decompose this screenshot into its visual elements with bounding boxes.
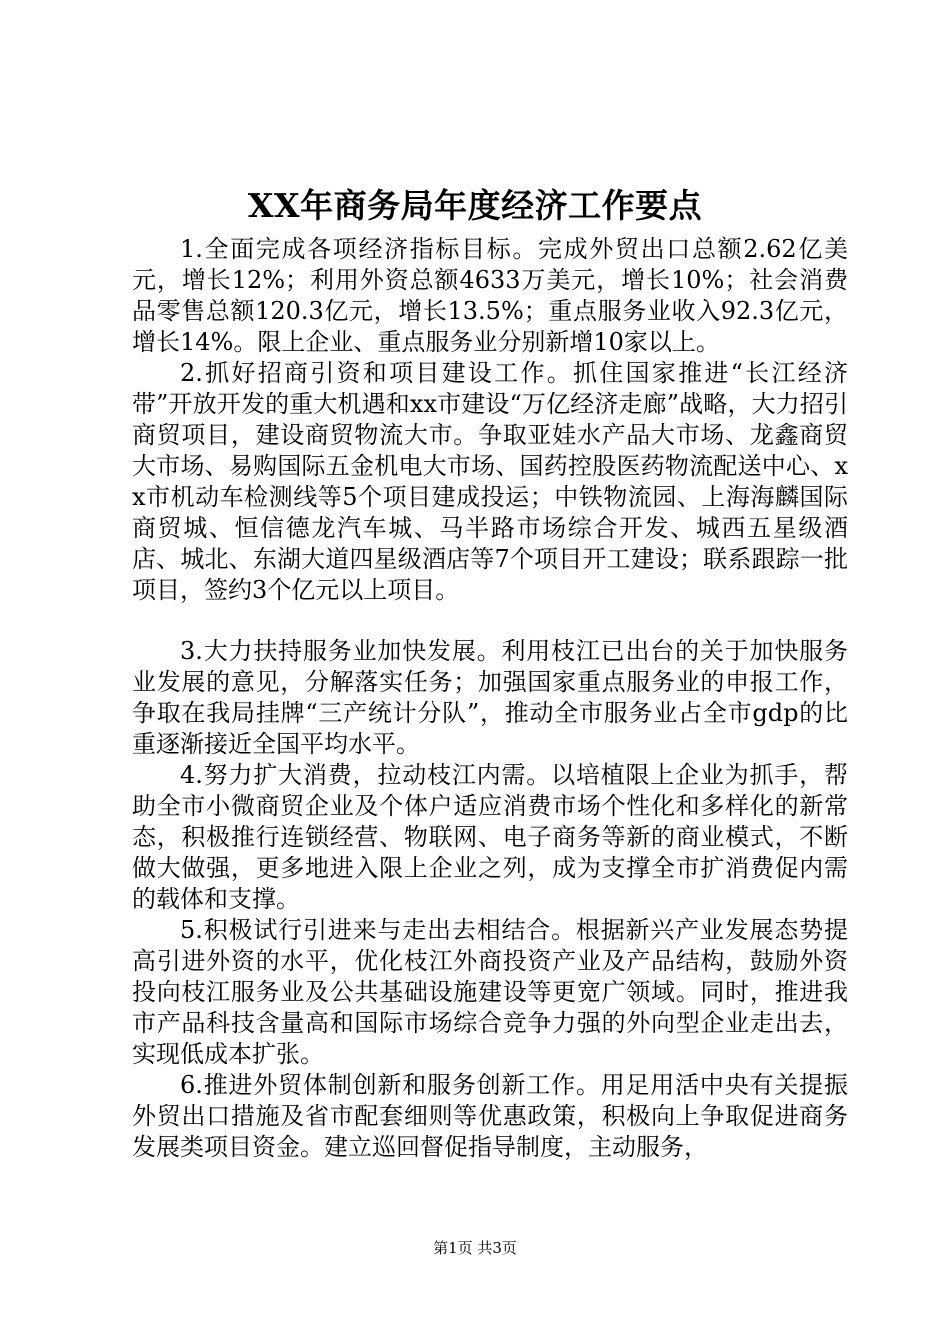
paragraph-2: 2.抓好招商引资和项目建设工作。抓住国家推进“长江经济带”开放开发的重大机遇和xx市建设“万亿经济走廊”战略，大力招引商贸项目，建设商贸物流大市。争取亚娃水产品大市场、龙鑫商贸大市场、易购国际五金机电大市场、国药控股医药物流配送中心、xx市机动车检测线等5个项目建成投运；中铁物流园、上海海麟国际商贸城、恒信德龙汽车城、马半路市场综合开发、城西五星级酒店、城北、东湖大道四星级酒店等7个项目开工建设；联系跟踪一批项目，签约3个亿元以上项目。 (132, 359, 848, 604)
paragraph-4: 4.努力扩大消费，拉动枝江内需。以培植限上企业为抓手，帮助全市小微商贸企业及个体户适应消费市场个性化和多样化的新常态，积极推行连锁经营、物联网、电子商务等新的商业模式，不断做大做强，更多地进入限上企业之列，成为支撑全市扩消费促内需的载体和支撑。 (132, 761, 848, 913)
paragraph-5: 5.积极试行引进来与走出去相结合。根据新兴产业发展态势提高引进外资的水平，优化枝江外商投资产业及产品结构，鼓励外资投向枝江服务业及公共基础设施建设等更宽广领域。同时，推进我市产品科技含量高和国际市场综合竞争力强的外向型企业走出去，实现低成本扩张。 (132, 916, 848, 1068)
document-body (132, 234, 848, 1163)
paragraph-6: 6.推进外贸体制创新和服务创新工作。用足用活中央有关提振外贸出口措施及省市配套细则等优惠政策，积极向上争取促进商务发展类项目资金。建立巡回督促指导制度，主动服务， (132, 1071, 848, 1161)
document-title: XX年商务局年度经济工作要点 (247, 186, 703, 225)
paragraph-1: 1.全面完成各项经济指标目标。完成外贸出口总额2.62亿美元，增长12%；利用外资总额4633万美元，增长10%；社会消费品零售总额120.3亿元，增长13.5%；重点服务业收入92.3亿元，增长14%。限上企业、重点服务业分别新增10家以上。 (132, 235, 848, 356)
paragraph-3: 3.大力扶持服务业加快发展。利用枝江已出台的关于加快服务业发展的意见，分解落实任务；加强国家重点服务业的申报工作，争取在我局挂牌“三产统计分队”，推动全市服务业占全市gdp的比重逐渐接近全国平均水平。 (132, 637, 848, 758)
page-footer: 第1页 共3页 (433, 1239, 517, 1257)
